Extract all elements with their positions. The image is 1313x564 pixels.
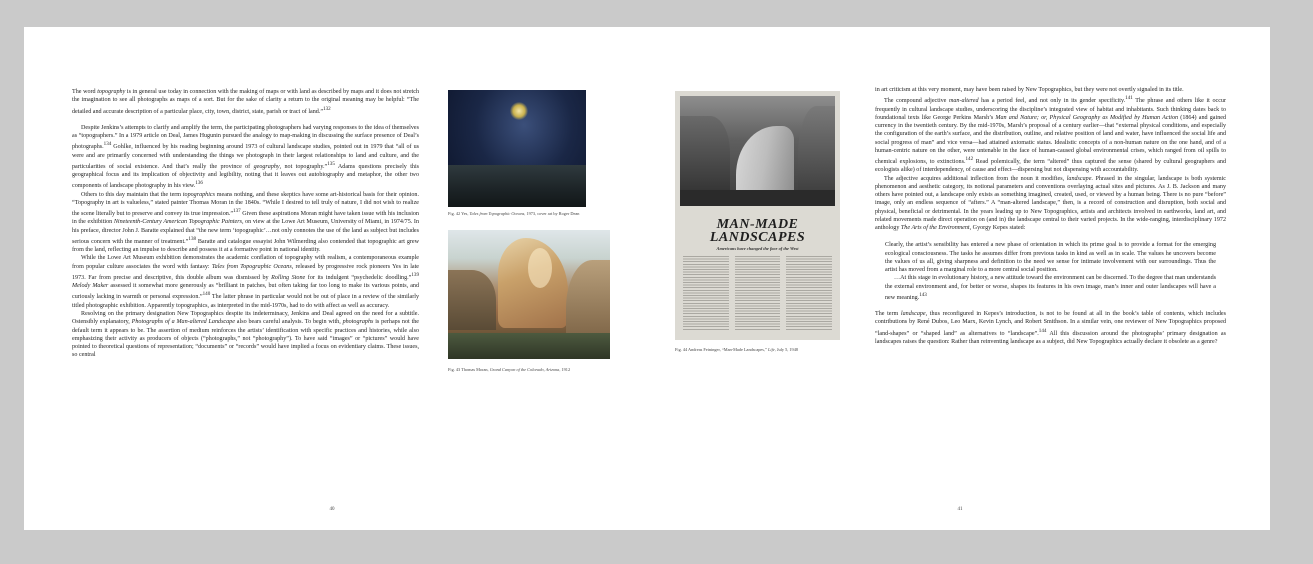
right-page-text (875, 86, 1226, 466)
painting-cliff-right (566, 260, 610, 340)
paragraph: Resolving on the primary designation New Topographics despite its indeterminacy, Jenkins and Deal agreed on the need for a subtitle. Ostensibly explanatory, Photographs of a Man-altered Landscape also bears careful analysis. To begin with, photographs is perhaps not the default term it appears to be. The assertion of medium reinforces the artists’ identification with specific practices and histories, while also emphasizing their activity as producers of objects (“photographs,” not “photography”). To have said “images” or “pictures” would have pointed to theoretical questions of representation; “documents” or “records” would have implied a focus on evidentiary claims. These issues, so central (72, 311, 419, 359)
paragraph: The compound adjective man-altered has a period feel, and not only in its gender specificity.$^{141}$ The phrase and others like it occur frequently in cultural landscape studies, underscoring the discipline’s integrated view of habitat and inhabitants. Such thinking dates back to foundational texts like George Perkins Marsh’s Man and Nature; or, Physical Geography as Modified by Human Action (1864) and gained currency in the twentieth century. By the mid-1970s, Marsh’s proposal of a century earlier—that “external physical conditions, and especially the configuration of the earth’s surface, and the distribution, outline, and relative position of land and water, have influenced the social life and social progress of man” and vice versa—had attained axiomatic status. Idealistic concepts of a non-human nature on the one hand, and of a human-centric nature on the other, were untenable in the face of human-caused global environmental crises, which ranged from oil spills to chemical explosions, to extinctions.$^{142}$ Read polemically, the term “altered” thus captured the sense (shared by cultural geographers and ecologists alike) of interdependency, of cause and effect—dispersing but not dispensing with accountability. (875, 95, 1226, 174)
paragraph: Others to this day maintain that the term topographics means nothing, and these skeptics have some art-historical basis for their opinion. “Topography in art is valueless,” stated painter Thomas Moran in the 1840s. “While I desired to tell truly of nature, I did not wish to realize the scene literally but to preserve and convey its true impression.”$^{137}$ Given these aspirations Moran might have taken issue with his inclusion in the exhibition Nineteenth-Century American Topographic Painters, on view at the Lowe Art Museum, University of Miami, in 1974/75. In his preface, director John J. Baratte explained that “the new term ‘topographic’…not only connotes the use of the land as subject but includes serious concern with the manner of treatment.”$^{138}$ Baratte and catalogue essayist John Wilmerding also contended that topographic art grew from the land, reflecting an impulse to describe and possess it at a formative point in national identity. (72, 191, 419, 254)
left-page-text (72, 88, 419, 453)
magazine-column (735, 256, 781, 330)
dam-photo-dam (736, 126, 794, 196)
page-number-left: 40 (329, 507, 335, 512)
painting-cliff-left (448, 270, 496, 330)
magazine-column (683, 256, 729, 330)
paragraph: in art criticism at this very moment, may have been raised by New Topographics, but they were not overtly signaled in its title. (875, 87, 1184, 93)
page-number-right: 41 (957, 507, 963, 512)
paragraph: While the Lowe Art Museum exhibition demonstrates the academic conflation of topography with realism, a contemporaneous example from popular culture associates the word with fantasy: Tales from Topographic Oceans, released by progressive rock pioneers Yes in late 1973. Far from precise and descriptive, this double album was dismissed by Rolling Stone for its indulgent “psychedelic doodling.”$^{139}$ Melody Maker assessed it somewhat more generously as “brilliant in patches, but often taking far too long to make its various points, and curiously lacking in warmth or personal expression.”$^{140}$ The latter phrase in particular would not be out of place in a review of the similarly titled photographic exhibition. Apparently topographics, as interpreted in the mid-1970s, had to do with affect as well as accuracy. (72, 255, 419, 309)
magazine-deck: Americans have changed the face of the West (716, 246, 799, 251)
album-landscape (448, 165, 586, 207)
painting-foreground (448, 333, 610, 359)
painting-light (528, 248, 552, 288)
paragraph: The term landscape, thus reconfigured in Kepes’s introduction, is not to be found at all in the book’s table of contents, which includes contributions by René Dubos, Leo Marx, Kevin Lynch, and Robert Smithson. In a similar vein, one reviewer of New Topographics proposed “land-shapes” or “shaped land” as alternatives to “landscape”.$^{144}$ All this discussion around the photographs’ primary designation as landscapes raises the question: Rather than reinventing landscape as a subject, did New Topographics actually declare it obsolete as a genre? (875, 311, 1226, 345)
headline-line-1: MAN-MADE (716, 217, 799, 232)
paragraph: …At this stage in evolutionary history, a new attitude toward the environment can be discerned. To the degree that man understands the external environment and, for better or worse, shapes its features in his own image, man’s inner and outer landscapes will have a new meaning.$^{143}$ (885, 275, 1216, 301)
magazine-dam-photo (680, 96, 835, 206)
paragraph: Clearly, the artist’s sensibility has entered a new phase of orientation in which its prime goal is to provide a format for the emerging ecological consciousness. The tasks he assumes differ from previous tasks in kind as well as in scale. The values he uncovers become the values of us all, giving sharpness and definition to the need we sense for intimate involvement with our surroundings. Thus the artist has moved from a marginal role to a more central social position. (885, 242, 1216, 274)
figure-42-caption: Fig. 42 Yes, Tales from Topographic Oceans, 1973, cover art by Roger Dean (448, 211, 580, 216)
headline-line-2: LANDSCAPES (709, 230, 806, 245)
paragraph: Despite Jenkins’s attempts to clarify and amplify the term, the participating photographers had varying responses to the idea of themselves as “topographers.” In a 1979 article on Deal, James Hugunin pursued the analogy to map-making in discussing the surface presence of Deal’s photographs.$^{134}$ Gohlke, influenced by his reading beginning around 1973 of cultural landscape studies, pointed out in 1979 that “all of us were and are primarily concerned with understanding the things we photograph in their largest relationships to land and culture, and the particularities of social existence. And that’s really the province of geography, not topography.”$^{135}$ Adams questions precisely this geographical focus and its implication of objectivity and legibility, noting that it leaves out autobiography and metaphor, the other two components of landscape photography in his view.$^{136}$ (72, 124, 419, 190)
paragraph: The word topography is in general use today in connection with the making of maps or with land as described by maps and it does not stretch the imagination to see all photographs as maps of a sort. But for the sake of clarity a return to the original meaning may be helpful: “The detailed and accurate description of a particular place, city, town, district, state, parish or tract of land.”$^{132}$ (72, 89, 419, 115)
magazine-body-columns (683, 256, 832, 330)
dam-photo-water (680, 190, 835, 206)
paragraph: The adjective acquires additional inflection from the noun it modifies, landscape. Phrased in the singular, landscape is both systemic phenomenon and aesthetic category, its notional parameters and conventions overlaying actual sites and pictures. As J. B. Jackson and many others have pointed out, a landscape only exists as something imagined, created, used, or viewed by a human being. There is no pure “before” image, only an endless sequence of “afters.” A “man-altered landscape,” then, is a record of construction and disruption, both social and physical, beneficial or detrimental. In the years leading up to New Topographics, artists and architects involved in earthworks, land art, and related movements made direct operation on (and in) the landscape central to their varied projects. In the wide-ranging, interdisciplinary 1972 anthology The Arts of the Environment, Gyorgy Kepes stated: (875, 175, 1226, 232)
figure-painting-grand-canyon (448, 230, 610, 359)
figure-album-cover (448, 90, 586, 207)
album-sun (510, 102, 528, 120)
figure-magazine-spread (675, 91, 840, 340)
figure-44-caption: Fig. 44 Andreas Feininger, “Man-Made Landscapes,” Life, July 5, 1948 (675, 347, 798, 352)
book-spread (24, 27, 1270, 530)
magazine-headline (675, 218, 840, 244)
figure-43-caption: Fig. 43 Thomas Moran, Grand Canyon of the Colorado, Arizona, 1912 (448, 367, 571, 372)
magazine-column (786, 256, 832, 330)
